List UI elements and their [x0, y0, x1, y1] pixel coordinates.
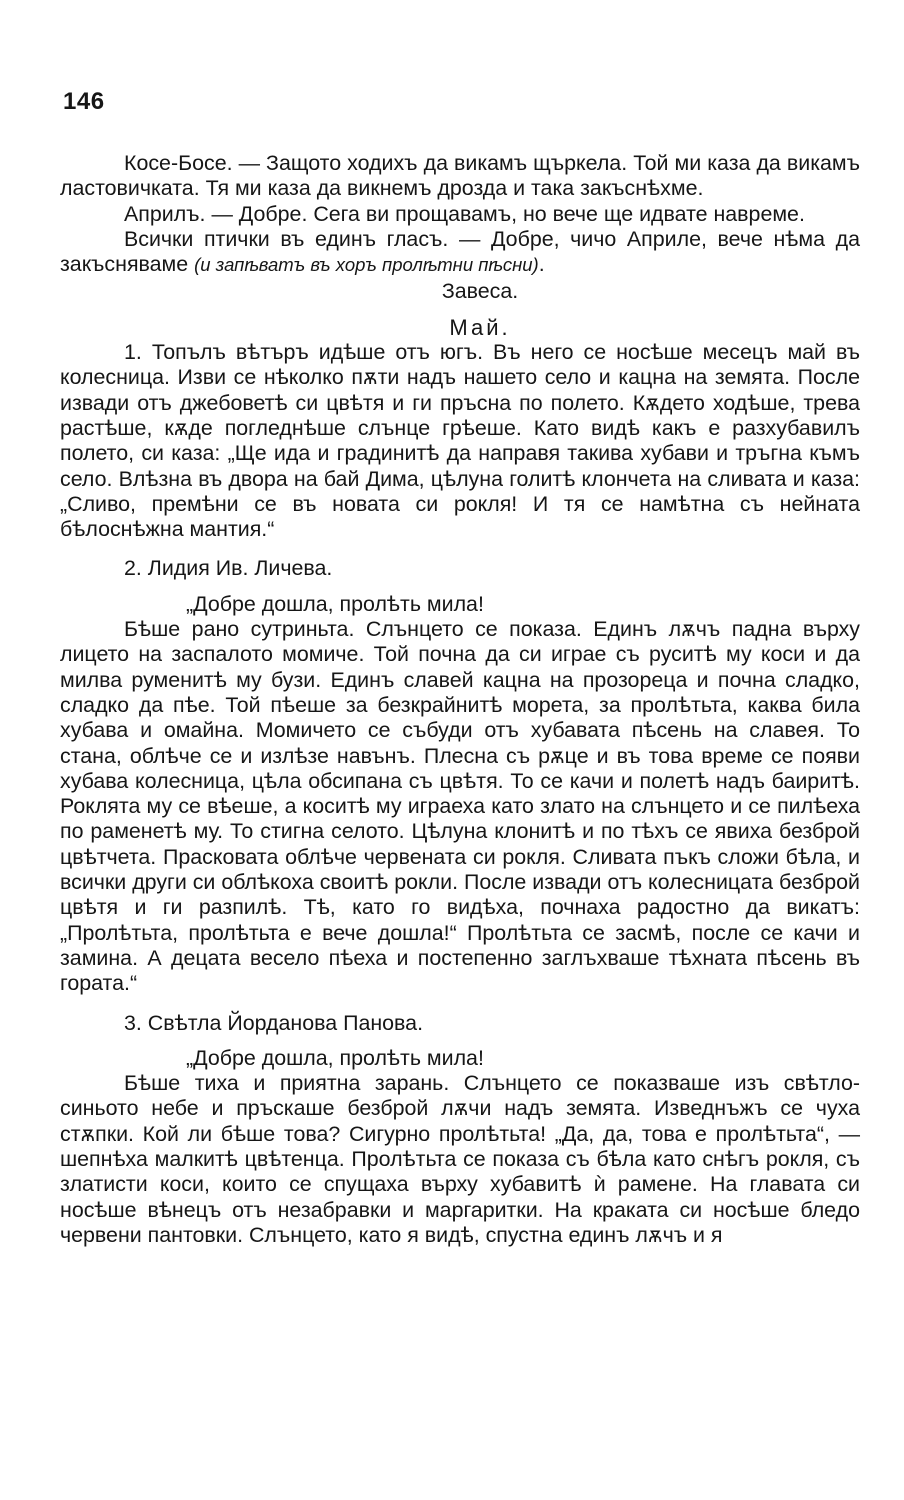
- essay-2-author: 2. Лидия Ив. Личева.: [124, 556, 333, 581]
- speaker-name: Априлъ.: [124, 201, 206, 226]
- dialogue-line-kose-bose: [60, 151, 860, 202]
- essay-2-body: Бѣше рано сутриньта. Слънцето се показа. Единъ лѫчъ падна върху лицето на заспалото момиче. Той почна да си играе съ руситѣ му коси и да милва руменитѣ му бузи. Единъ славей кацна на прозореца и почна сладко, сладко да пѣе. Той пѣеше за безкрайнитѣ морета, за пролѣтьта, каква била хубава и омайна. Момичето се събуди отъ хубавата пѣсень на славея. То стана, облѣче се и излѣзе навънъ. Плесна съ рѫце и въ това време се появи хубава колесница, цѣла обсипана съ цвѣтя. То се качи и полетѣ надъ баиритѣ. Роклята му се вѣеше, а коситѣ му играеха като злато на слънцето и се пилѣеха по раменетѣ му. То стигна селото. Цѣлуна клонитѣ и по тѣхъ се явиха безброй цвѣтчета. Прасковата облѣче червената си рокля. Сливата пъкъ сложи бѣла, и всички други си облѣкоха своитѣ рокли. После извади отъ колесницата безброй цвѣтя и ги разпилѣ. Тѣ, като го видѣха, почнаха радостно да викатъ: „Пролѣтьта, пролѣтьта е вече дошла!“ Пролѣтьта се засмѣ, после се качи и замина. А децата весело пѣеха и постепенно заглъхваше тѣхната пѣсень въ гората.“: [60, 617, 860, 996]
- essay-3-title: „Добре дошла, пролѣть мила!: [186, 1045, 484, 1070]
- dialogue-end: .: [538, 252, 545, 277]
- dialogue-line-april: [60, 202, 860, 227]
- curtain-note: Завеса.: [441, 279, 519, 304]
- section-title-may: Май.: [449, 314, 511, 340]
- stage-direction: (и запѣватъ въ хоръ пролѣтни пѣсни): [194, 254, 539, 276]
- dialogue-text: — Добре. Сега ви прощавамъ, но вече ще идвате навреме.: [205, 201, 805, 226]
- dialogue-text: — Добре, чичо Априле, вече нѣма да закъсняваме: [60, 226, 860, 277]
- essay-3-body: Бѣше тиха и приятна зарань. Слънцето се показваше изъ свѣтло-синьото небе и пръскаше безброй лѫчи надъ земята. Изведнъжъ се чуха стѫпки. Кой ли бѣше това? Сигурно пролѣтьта! „Да, да, това е пролѣтьта“, — шепнѣха малкитѣ цвѣтенца. Пролѣтьта се показа съ бѣла като снѣгъ рокля, съ златисти коси, които се спущаха върху хубавитѣ ѝ рамене. На главата си носѣше вѣнецъ отъ незабравки и маргаритки. На краката си носѣше бледо червени пантовки. Слънцето, като я видѣ, спустна единъ лѫчъ и я: [60, 1071, 860, 1247]
- essay-1-body: 1. Топълъ вѣтъръ идѣше отъ югъ. Въ него се носѣше месецъ май въ колесница. Изви се нѣколко пѫти надъ нашето село и кацна на земята. После извади отъ джебоветѣ си цвѣтя и ги пръсна по полето. Кѫдето ходѣше, трева растѣше, кѫде погледнѣше слънце грѣеше. Като видѣ какъ е разхубавилъ полето, си каза: „Ще ида и градинитѣ да направя такива хубави и тръгна къмъ село. Влѣзна въ двора на бай Дима, цѣлуна голитѣ клончета на сливата и каза: „Сливо, премѣни се въ новата си рокля! И тя се намѣтна съ нейната бѣлоснѣжна мантия.“: [60, 340, 860, 542]
- essay-3-author: 3. Свѣтла Йорданова Панова.: [124, 1010, 424, 1035]
- dialogue-line-all-birds: [60, 227, 860, 278]
- speaker-name: Всички птички въ единъ гласъ.: [124, 226, 449, 251]
- page-number: 146: [63, 88, 105, 115]
- essay-2-title: „Добре дошла, пролѣть мила!: [186, 591, 484, 616]
- page-text: [60, 151, 860, 1248]
- speaker-name: Косе-Босе.: [124, 151, 233, 175]
- dialogue-text: — Защото ходихъ да викамъ щъркела. Той ми каза да викамъ ластовичката. Тя ми каза да викнемъ дрозда и така закъснѣхме.: [60, 151, 860, 201]
